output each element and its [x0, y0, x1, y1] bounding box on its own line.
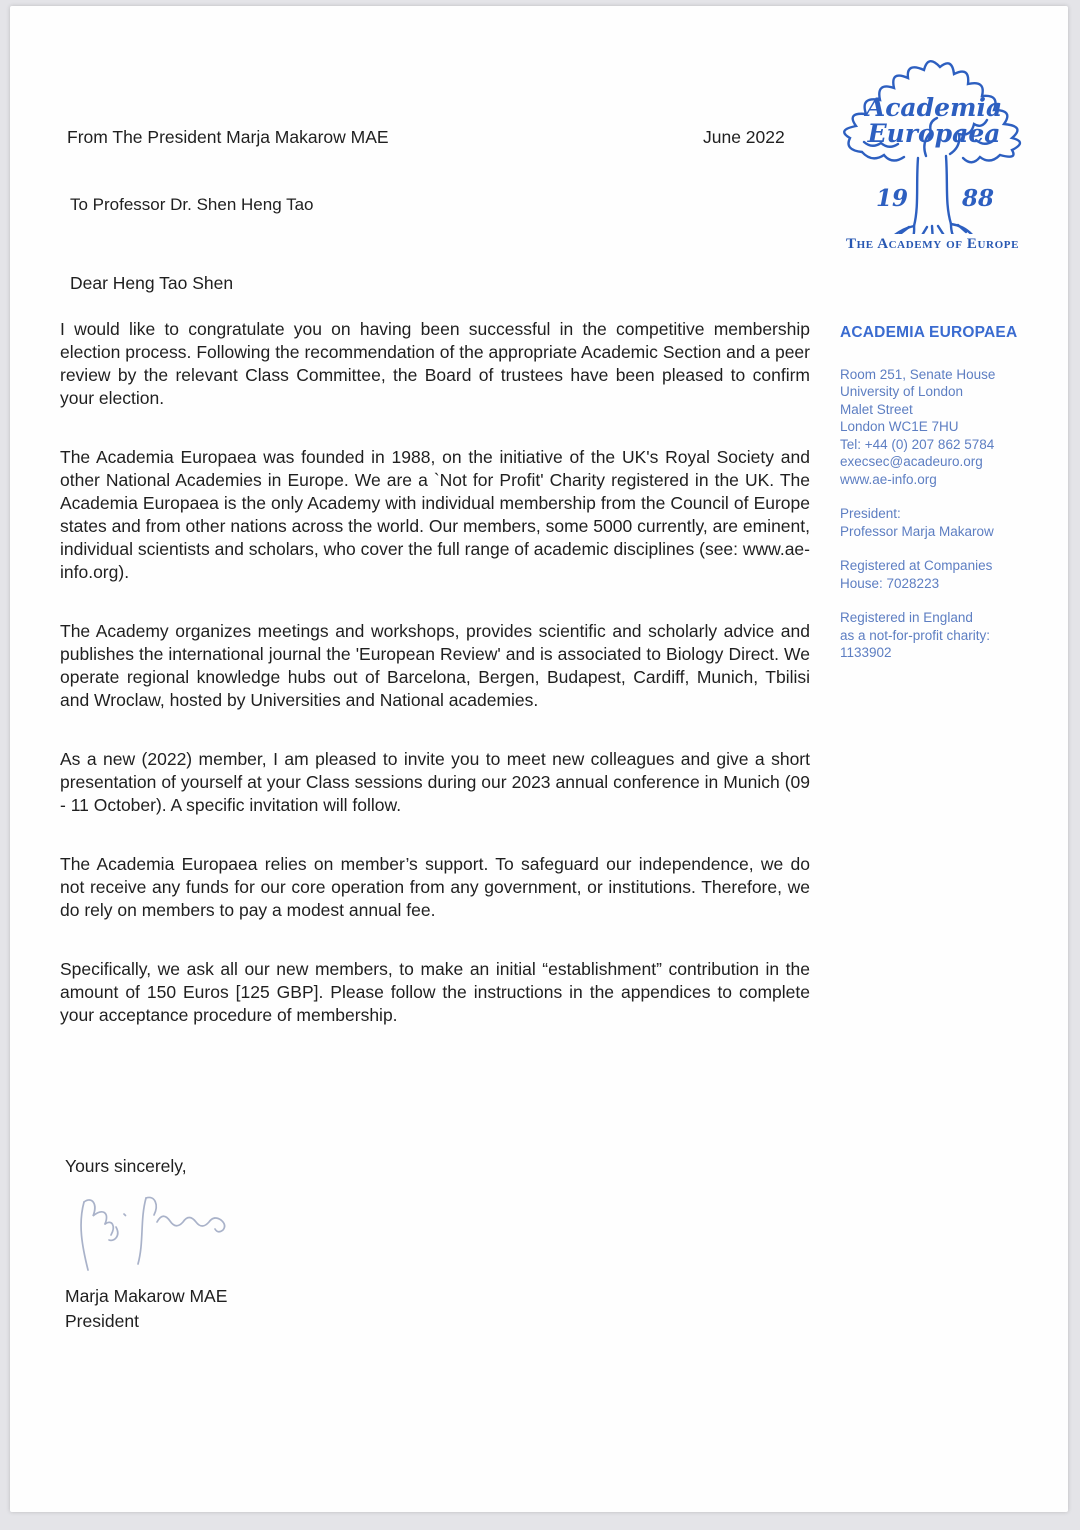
president-name: Professor Marja Makarow: [840, 523, 994, 539]
paragraph-congratulations: I would like to congratulate you on having been successful in the competitive membership election process. Following the recommendation of the appropriate Academic Section and a peer review by the relevant Class Committee, the Board of trustees have been pleased to confirm your election.: [60, 319, 810, 408]
address-line: Malet Street: [840, 401, 913, 417]
paragraph-member-support: The Academia Europaea relies on member’s support. To safeguard our independence, we do not receive any funds for our core operation from any government, or institutions. Therefore, we do rely on members to pay a modest annual fee.: [60, 854, 810, 920]
address-line: University of London: [840, 384, 964, 399]
address-line: Room 251, Senate House: [840, 366, 996, 382]
charity-line: as a not-for-profit charity:: [840, 627, 991, 643]
sidebar-address-block: [840, 366, 1035, 489]
companies-line: House: 7028223: [840, 575, 940, 591]
address-website: www.ae-info.org: [840, 471, 937, 487]
date-line: June 2022: [703, 127, 785, 147]
logo-year-right: 88: [961, 185, 995, 212]
logo-year-left: 19: [875, 185, 909, 212]
logo-tagline: The Academy of Europe: [845, 236, 1020, 252]
from-line: From The President Marja Makarow MAE: [67, 127, 389, 147]
sidebar-heading: ACADEMIA EUROPAEA: [840, 324, 1018, 341]
address-line: London WC1E 7HU: [840, 419, 959, 434]
closing-line: Yours sincerely,: [65, 1156, 187, 1176]
signature-block: [65, 1284, 227, 1334]
tree-logo-icon: [830, 34, 1035, 234]
letter-body: [60, 318, 810, 1063]
salutation: Dear Heng Tao Shen: [70, 273, 234, 293]
sidebar-contact-info: [840, 324, 1035, 679]
companies-line: Registered at Companies: [840, 558, 993, 573]
signatory-name: Marja Makarow MAE: [65, 1286, 228, 1306]
charity-line: 1133902: [840, 645, 892, 660]
academia-europaea-logo: [830, 34, 1035, 253]
paragraph-invitation: As a new (2022) member, I am pleased to invite you to meet new colleagues and give a short presentation of yourself at your Class sessions during our 2023 annual conference in Munich (09 - 11 October). A specific invitation will follow.: [60, 749, 810, 815]
paragraph-contribution: Specifically, we ask all our new members, to make an initial “establishment” contribution in the amount of 150 Euros [125 GBP]. Please follow the instructions in the appendices to complete your acceptance procedure of membership.: [60, 959, 810, 1025]
sidebar-companies-block: [840, 557, 1035, 592]
president-label: President:: [840, 506, 901, 521]
sidebar-president-block: [840, 505, 1035, 540]
logo-title-line1: Academia: [865, 93, 1003, 122]
paragraph-about-academy: The Academia Europaea was founded in 1988, on the initiative of the UK's Royal Society and other National Academies in Europe. We are a `Not for Profit' Charity registered in the UK. The Academia Europaea is the only Academy with individual membership from the Council of Europe states and from other nations across the world. Our members, some 5000 currently, are eminent, individual scientists and scholars, who cover the full range of academic disciplines (see: www.ae-info.org).: [60, 447, 810, 582]
signature-handwriting: [62, 1184, 252, 1279]
sidebar-charity-block: [840, 609, 1035, 662]
recipient-line: To Professor Dr. Shen Heng Tao: [70, 195, 314, 214]
charity-line: Registered in England: [840, 610, 973, 625]
logo-title-line2: Europaea: [867, 119, 1001, 148]
paragraph-activities: The Academy organizes meetings and workshops, provides scientific and scholarly advice and publishes the international journal the 'European Review' and is associated to Biology Direct. We operate regional knowledge hubs out of Barcelona, Bergen, Budapest, Cardiff, Munich, Tbilisi and Wroclaw, hosted by Universities and National academies.: [60, 621, 810, 710]
signatory-title: President: [65, 1311, 139, 1331]
letter-page: [10, 6, 1068, 1512]
address-phone: Tel: +44 (0) 207 862 5784: [840, 436, 995, 452]
address-email: execsec@acadeuro.org: [840, 454, 983, 469]
